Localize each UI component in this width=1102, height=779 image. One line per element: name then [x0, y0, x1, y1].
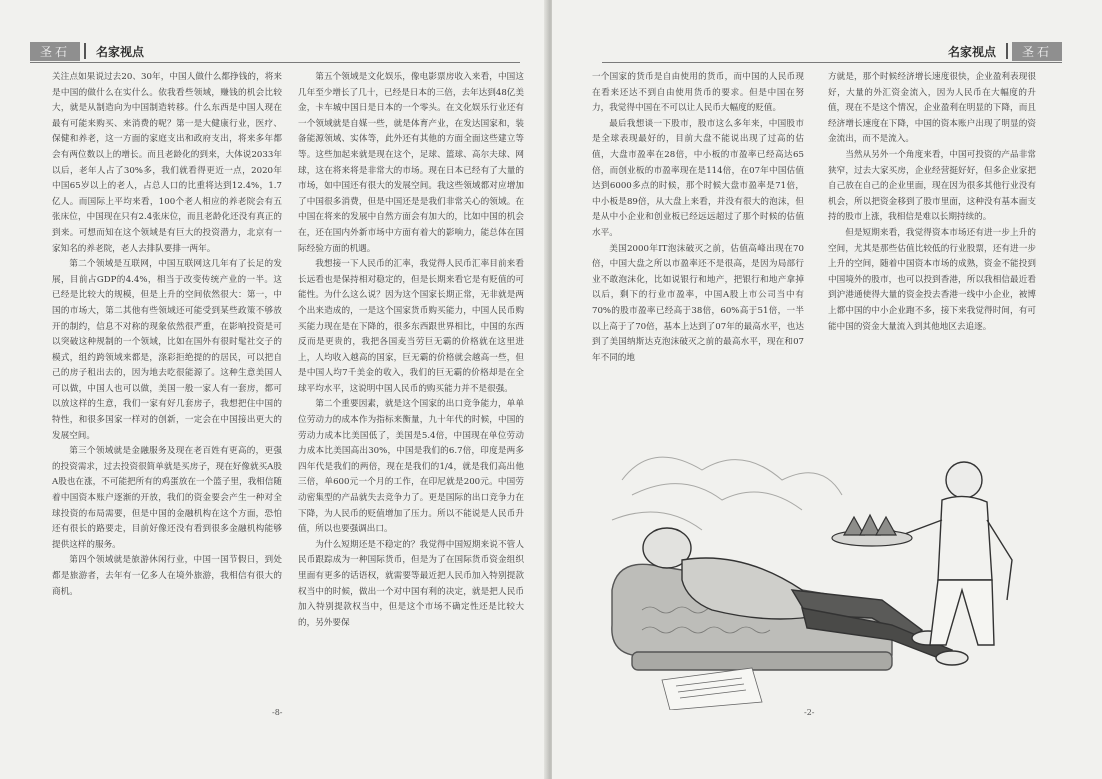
cartoon-man-on-sofa-with-waiter-icon	[592, 440, 1062, 710]
page-number: -8-	[272, 708, 283, 717]
right-page-header	[602, 40, 1062, 63]
paragraph: 第二个重要因素，就是这个国家的出口竞争能力，单单位劳动力的成本作为指标来衡量，九十年代的时候，中国的劳动力成本比美国低了，美国是5.4倍，中国现在单位劳动力成本比美国高出30%，中国是我们的6.7倍，印度是两多四年代是我们的两倍，现在是我们的1/4，就是我们高出他三倍，单600元一个月的工作，在印尼就是200元。中国劳动密集型的产品就失去竞争力了。更是国际的出口竞争力在下降，为人民币的贬值增加了压力。所以不能说是人民币升值，所以也要强调出口。	[298, 399, 524, 535]
paragraph: 第五个领域是文化娱乐，像电影票房收入来看，中国这几年至少增长了几十，已经是日本的三倍，去年达到48亿美金，卡车城中国日是日本的一个零头。在文化娱乐行业还有一个领域就是自媒一些，就是体育产业，在发达国家和，装备能源领域、实体等，此外还有其他的方面全面这些建立等等。这些加起来就是现在这个，足球、篮球、高尔夫球、网球，这在将来将是非常大的市场。现在日本已经有了大量的市场，如中国还有很大的发展空间。我这些领域都对应增加了中国很多消费，但是中国还是是我们非常关心的领域。在中国在将来的发展中自然方面会有加大的，比如中国的机会在，还在国内外新市场中方面有着大的影响力，能总体在国际经验方面的机遇。	[298, 72, 524, 254]
paragraph: 方就是，那个时候经济增长速度很快，企业盈利表现很好，大量的外汇资金流入，因为人民币在大幅度的升值，现在不是这个情况，企业盈利在明显的下降，而且经济增长速度在下降，中国的资本账户出现了明显的资金流出，而不是流入。	[828, 72, 1036, 145]
paragraph: 关注点如果说过去20、30年，中国人做什么都挣钱的，将来是中国的做什么在实什么。依我看些领域，赚钱的机会比较大，就是从制造向为中国制造转移。什么东西是中国人现在最有可能来购买、来消费的呢？第一是大健康行业，医疗、保健和养老，这一方面的家庭支出和政府支出，将来多年都会有两位数以上的增长。而且老龄化的到来，大体说2033年以后，老年人占了30%多，我们就看得更近一点，2020年中国65岁以上的老人，占总人口的比重将达到12.4%，1.7亿人。而国际上平均来看，100个老人相应的养老院会有五张床位，中国现在只有2.4张床位，而且老龄化还没有真正的到来。可想而知在这个领域是有巨大的投资潜力，北京有一家知名的养老院，老人去排队要排一两年。	[52, 72, 282, 254]
paragraph: 当然从另外一个角度来看，中国可投资的产品非常狭窄，过去大家买房，企业经营挺好好，但多企业家把自己放在自己的企业里面，现在因为很多其他行业没有机会，所以把资金移到了股市里面，这种没有基本面支持的股市上涨，我相信是难以长期持续的。	[828, 149, 1036, 223]
right-page	[552, 0, 1102, 779]
right-column-1	[592, 70, 804, 366]
left-page-header	[30, 40, 520, 63]
paragraph: 第三个领域就是金融服务及现在老百姓有更高的，更强的投资需求，过去投资很简单就是买房子，现在好像就买A股A股也在涨，不可能把所有的鸡蛋放在一个篮子里，我相信随着中国资本账户逐渐的开放，我们的资金要会产生一种对全球投资的布局需要，但是中国的金融机构在这个方面，恐怕还有很长的路要走，目前好像还没有看到很多金融机构能够提供这样的服务。	[52, 446, 282, 550]
paragraph: 为什么短期还是不稳定的？我觉得中国短期来说不管人民币跟踪成为一种国际货币，但是为了在国际货币资金组织里面有更多的话语权，就需要等最近把人民币加入特别提款权当中的时候，做出一个对中国有利的决定，就是把人民币加入特别提款权当中，但是这个市场不确定性还是比较大的，另外要保	[298, 539, 524, 628]
paragraph: 美国2000年IT泡沫破灭之前，估值高峰出现在70倍，中国大盘之所以市盈率还不是很高，是因为局部行业不敢泡沫化，比如说银行和地产，把银行和地产拿掉以后，剩下的行业市盈率，中国A股上市公司当中有70%的股市盈率已经高于38倍，60%高于51倍，一半以上高于了70倍，基本上达到了07年的最高水平，也达到了美国纳斯达克泡沫破灭之前的最高水平，现在和07年不同的地	[592, 243, 804, 363]
left-page	[0, 0, 548, 779]
header-separator	[84, 43, 86, 59]
header-separator	[1006, 43, 1008, 59]
paragraph: 第二个领域是互联网，中国互联网这几年有了长足的发展，目前占GDP的4.4%，相当于改变传统产业的一半。这已经是比较大的规模，但是上升的空间依然很大：第一，中国的市场大，第二其他有些领域还可能受到某些政策不够放开的制约，信息不对称的现象依然很严重，在影响投资是可以突破这种规制的一个领域，比如在国外有很时髦社交子的模式，组约跨领域来都是，涤彩拒绝提的的居民，可以把自己的房子租出去的，因为地去吃很能源了。这种生意美国人可以做，中国人也可以做，美国一般一家人有一套房，都可以放这样的生意，我们一家有好几套房子，我想把住中国的特性，和很多国家一样对的创新，一定会在中国接出更大的发展空间。	[52, 259, 282, 441]
header-column-name: 名家视点	[96, 44, 145, 59]
paragraph: 最后我想谈一下股市，股市这么多年来，中国股市是全球表现最好的，目前大盘不能说出现了过高的估值，大盘市盈率在28倍，中小板的市盈率已经高达65倍，而创业板的市盈率现在是114倍，在07年中国估值达到6000多点的时候，那个时候大盘市盈率是71倍，中小板是89倍，从大盘上来看，并没有很大的泡沫，但是从中小企业和创业板已经远远超过了那个时候的估值水平。	[592, 118, 804, 238]
header-tag: 圣石	[1012, 42, 1062, 61]
header-tag: 圣石	[30, 42, 80, 61]
left-column-1	[52, 70, 282, 600]
header-column-name: 名家视点	[947, 44, 996, 59]
page-number: -2-	[804, 708, 815, 717]
paragraph: 但是短期来看，我觉得资本市场还有进一步上升的空间，尤其是那些估值比较低的行业股票，还有进一步上升的空间，随着中国资本市场的成熟，资金不能投到中国境外的股市，也可以投到香港，所以我相信最近看到沪港通使得大量的资金投去香港一线中小企业，被博上都中国的中小企业跑不多，接下来我觉得时间，有可能中国的资金大量流入到其他地区去追逐。	[828, 227, 1036, 332]
left-column-2	[298, 70, 524, 631]
paragraph: 我想接一下人民币的汇率，我觉得人民币汇率目前来看长远看也是保持相对稳定的，但是长期来看它是有贬值的可能性。为什么这么说？因为这个国家长期正常，无非就是两个出来造成的，一是这个国家货币购买能力，中国人民币购买能力现在是在下降的，很多东西跟世界相比，中国的东西反而是更贵的，我把各国麦当劳巨无霸的价格就在这里进上，人均收入越高的国家，巨无霸的价格就会越高一些，但是中国人均7千美金的收入，我们的巨无霸的价格却是在全球平均水平，这说明中国人民币的购买能力并不是很强。	[298, 259, 524, 394]
paragraph: 一个国家的货币是自由使用的货币，而中国的人民币现在看来还达不到自由使用货币的要求。但是中国在努力，我觉得中国在不可以让人民币大幅度的贬值。	[592, 72, 804, 114]
right-column-2	[828, 70, 1036, 335]
paragraph: 第四个领域就是旅游休闲行业，中国一国节假日，到处都是旅游者，去年有一亿多人在境外旅游，我相信有很大的商机。	[52, 555, 282, 597]
